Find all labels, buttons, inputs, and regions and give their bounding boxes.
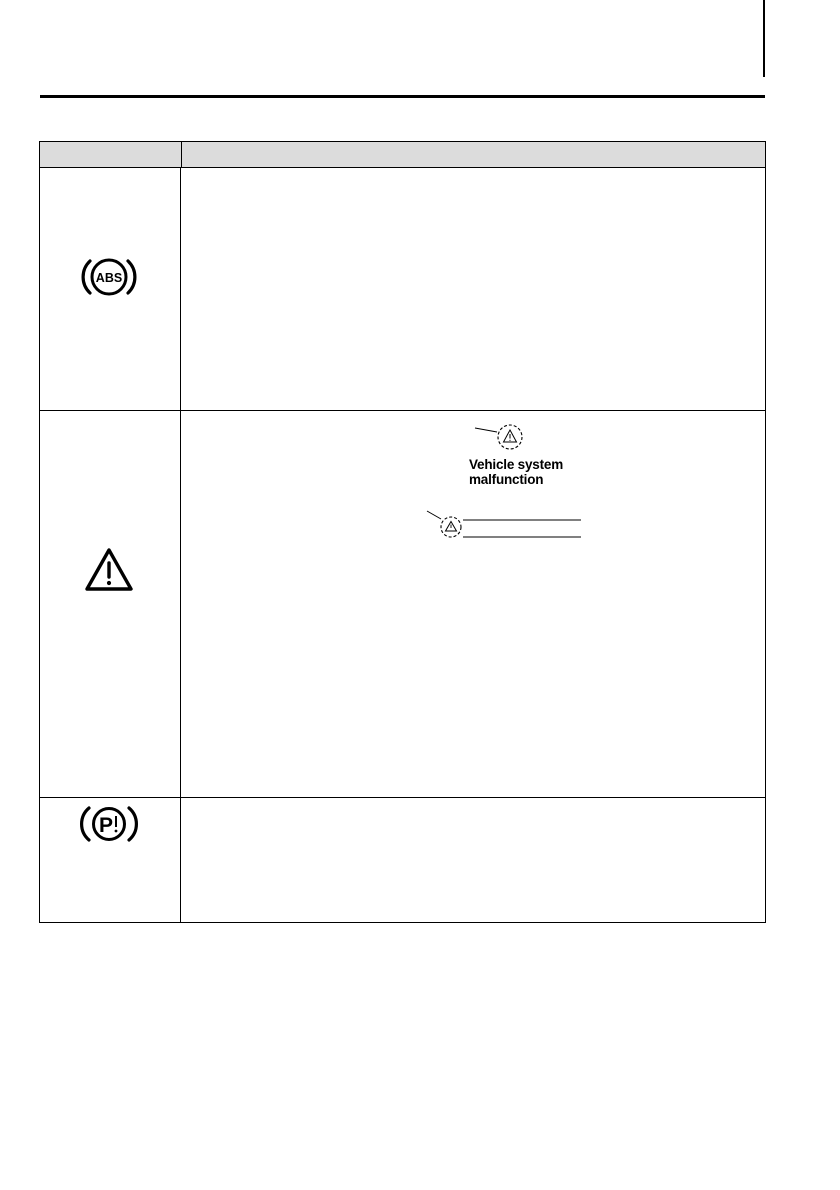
table-row — [40, 798, 765, 922]
warning-callout-icon — [473, 419, 553, 459]
master-warning-icon — [84, 547, 134, 593]
svg-text:P: P — [98, 814, 114, 837]
table-header — [40, 142, 765, 168]
icon-cell — [40, 168, 181, 410]
callout-label: Vehicle system malfunction — [469, 457, 564, 487]
svg-text:ABS: ABS — [95, 271, 123, 285]
warning-display-callout-icon — [423, 507, 583, 541]
description-cell — [181, 168, 765, 410]
header-cell-signal — [40, 142, 182, 167]
icon-cell — [40, 411, 181, 797]
warning-light-table — [39, 141, 766, 923]
table-row — [40, 411, 765, 798]
icon-cell — [40, 798, 181, 922]
table-row — [40, 168, 765, 411]
description-cell — [181, 798, 765, 922]
abs-warning-icon — [80, 248, 138, 306]
header-cell-description — [182, 142, 765, 167]
parking-brake-warning-icon — [80, 800, 138, 848]
crop-mark — [763, 0, 765, 77]
description-cell — [181, 411, 765, 797]
header-rule — [40, 95, 765, 98]
